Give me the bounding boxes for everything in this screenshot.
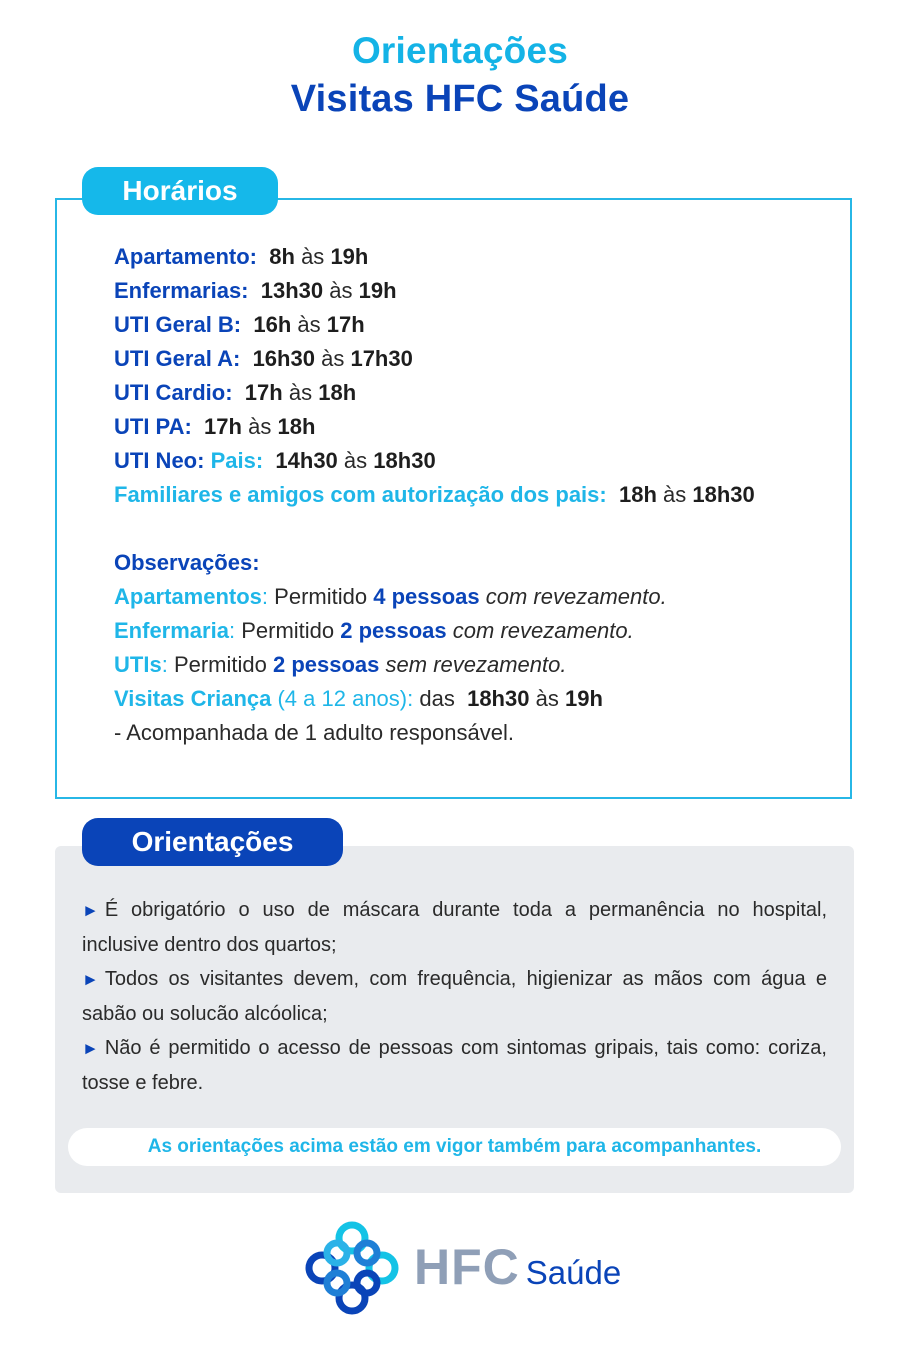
- obs-row: UTIs: Permitido 2 pessoas sem revezamento.: [114, 652, 567, 677]
- list-item: ► Todos os visitantes devem, com frequência, higienizar as mãos com água e sabão ou solucão alcóolica;: [82, 968, 827, 1025]
- schedule-row: UTI Geral A: 16h30 às 17h30: [114, 346, 413, 371]
- play-arrow-icon: ►: [82, 901, 99, 920]
- schedule-row-uti-neo: UTI Neo: Pais: 14h30 às 18h30: [114, 448, 436, 473]
- observacoes-title: Observações:: [114, 550, 260, 575]
- horarios-tag: Horários: [82, 167, 278, 215]
- logo-brand: HFC: [414, 1239, 520, 1295]
- schedule-row: Enfermarias: 13h30 às 19h: [114, 278, 397, 303]
- title-line-1: Orientações: [351, 30, 569, 71]
- title-line-2: Visitas HFC Saúde: [290, 78, 630, 120]
- orientacoes-note: As orientações acima estão em vigor também para acompanhantes.: [68, 1128, 841, 1166]
- hfc-cross-icon: [302, 1218, 402, 1318]
- list-item: ► Não é permitido o acesso de pessoas com sintomas gripais, tais como: coriza, tosse e febre.: [82, 1037, 827, 1094]
- schedule-row: Apartamento: 8h às 19h: [114, 244, 369, 269]
- schedule-row-familiares: Familiares e amigos com autorização dos pais: 18h às 18h30: [114, 482, 755, 507]
- observacoes-list: [114, 546, 667, 750]
- schedule-row: UTI Geral B: 16h às 17h: [114, 312, 365, 337]
- logo-sub: Saúde: [525, 1254, 622, 1291]
- hfc-logo: [302, 1218, 632, 1318]
- criancas-note: - Acompanhada de 1 adulto responsável.: [114, 720, 514, 745]
- obs-row-criancas: Visitas Criança (4 a 12 anos): das 18h30 às 19h: [114, 686, 603, 711]
- list-item: ► É obrigatório o uso de máscara durante toda a permanência no hospital, inclusive dentro dos quartos;: [82, 899, 827, 956]
- play-arrow-icon: ►: [82, 1039, 99, 1058]
- orientacoes-tag: Orientações: [82, 818, 343, 866]
- schedule-row: UTI Cardio: 17h às 18h: [114, 380, 357, 405]
- play-arrow-icon: ►: [82, 970, 99, 989]
- schedule-row: UTI PA: 17h às 18h: [114, 414, 316, 439]
- horarios-list: [114, 240, 755, 512]
- orientacoes-list: [82, 893, 827, 1100]
- obs-row: Enfermaria: Permitido 2 pessoas com revezamento.: [114, 618, 634, 643]
- obs-row: Apartamentos: Permitido 4 pessoas com revezamento.: [114, 584, 667, 609]
